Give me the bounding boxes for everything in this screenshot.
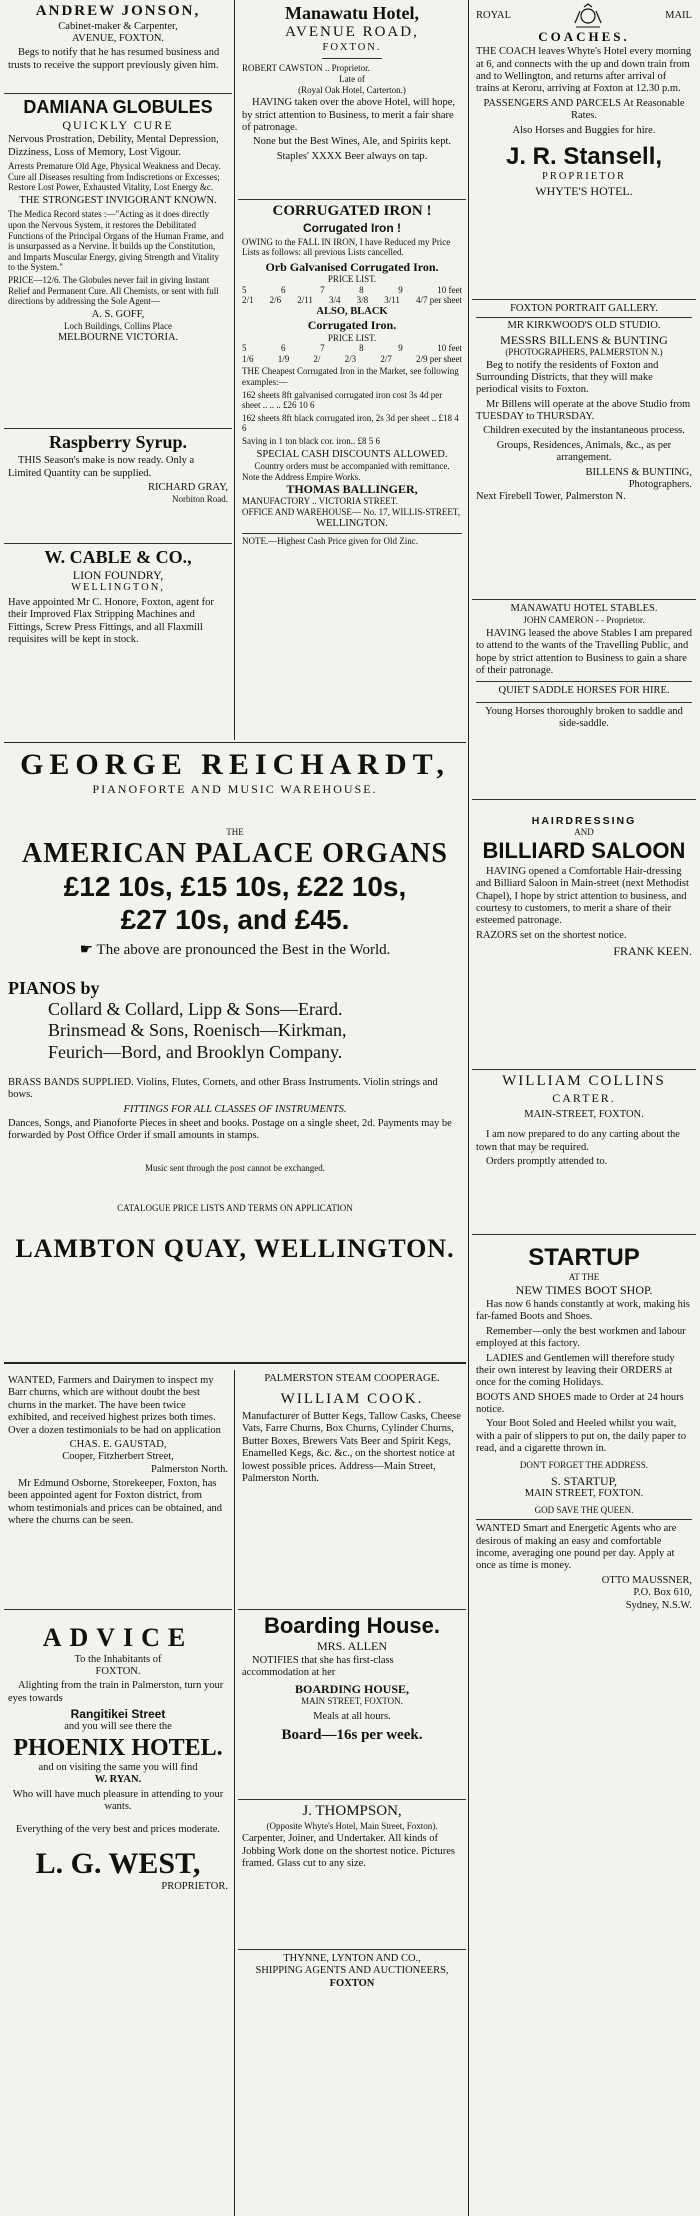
advertiser-name: CHAS. E. GAUSTAD,	[69, 1438, 167, 1450]
black-heading: ALSO, BLACK	[316, 306, 388, 318]
ryan: W. RYAN.	[94, 1774, 142, 1786]
ad-title: Raspberry Syrup.	[48, 432, 187, 452]
saving: Saving in 1 ton black cor. iron.. £8 5 6	[242, 436, 380, 447]
ad-raspberry	[4, 429, 232, 544]
young-horses: Young Horses thoroughly broken to saddle and side-saddle.	[476, 702, 692, 731]
ad-body: Nervous Prostration, Debility, Mental Depression, Dizziness, Loss of Memory, Lost Vigour.	[8, 134, 219, 158]
ad-body: Has now 6 hands constantly at work, making his far-famed Boots and Shoes.	[476, 1299, 690, 1323]
remember: Remember—only the best workmen and labour employed at this factory.	[476, 1325, 686, 1350]
wanted-agents: WANTED Smart and Energetic Agents who are desirous of making an easy and comfortable income, averaging one pound per day. Apply at once as time is money.	[476, 1519, 692, 1573]
address: AVENUE, FOXTON.	[71, 33, 165, 45]
orders: Orders promptly attended to.	[486, 1155, 608, 1167]
ad-title: COACHES.	[538, 29, 630, 44]
column-3	[472, 0, 696, 2216]
ad-body: SHIPPING AGENTS AND AUCTIONEERS,	[255, 1965, 449, 1977]
mail-label: MAIL	[665, 9, 692, 21]
foxton: FOXTON.	[95, 1666, 141, 1678]
catalogue: CATALOGUE PRICE LISTS AND TERMS ON APPLICATION	[117, 1203, 353, 1214]
at-the: AT THE	[568, 1272, 600, 1283]
town: FOXTON	[329, 1977, 375, 1989]
quiet-horses: QUIET SADDLE HORSES FOR HIRE.	[476, 681, 692, 697]
ladies: LADIES and Gentlemen will therefore study their own interest by leaving their ORDERS at once for the coming Holidays.	[476, 1352, 675, 1389]
column-1-lower	[4, 1370, 232, 2216]
ad-thynne	[238, 1950, 466, 2030]
to-inhabitants: To the Inhabitants of	[74, 1653, 162, 1665]
town: FOXTON.	[322, 41, 382, 53]
ad-body: Begs to notify that he has resumed business and trusts to receive the support previously given him.	[8, 47, 220, 71]
price-cell: 2/3	[344, 353, 357, 364]
fittings: FITTINGS FOR ALL CLASSES OF INSTRUMENTS.	[123, 1103, 347, 1115]
ad-body: THE COACH leaves Whyte's Hotel every morning at 6, and connects with the up and down train from and to Wellington, and returns after arrival of trains at Keroru, arriving at Foxton at 12.30 p.m.	[476, 46, 692, 95]
advertiser-name: THYNNE, LYNTON AND CO.,	[283, 1953, 421, 1964]
meals: Meals at all hours.	[313, 1710, 391, 1722]
lambton-quay: LAMBTON QUAY, WELLINGTON.	[15, 1233, 455, 1263]
phoenix-hotel: PHOENIX HOTEL.	[13, 1734, 223, 1761]
column-rule-1	[234, 0, 235, 740]
ad-reichardt	[4, 742, 466, 1364]
price-cell: 3/8	[356, 295, 369, 306]
beer: Staples' XXXX Beer always on tap.	[276, 150, 428, 162]
advertiser-name: S. STARTUP,	[550, 1474, 617, 1489]
agent-city: MELBOURNE VICTORIA.	[57, 331, 179, 343]
parcels: PASSENGERS AND PARCELS At Reasonable Rates.	[483, 97, 685, 122]
organ-prices-1: £12 10s, £15 10s, £22 10s,	[63, 871, 407, 903]
manufactory: MANUFACTORY .. VICTORIA STREET.	[242, 496, 398, 507]
price-cell: 4/7 per sheet	[415, 295, 462, 306]
hairdressing: HAIRDRESSING	[531, 815, 637, 827]
size-cell: 10 feet	[437, 284, 462, 295]
size-cell: 7	[320, 343, 325, 354]
everything: Everything of the very best and prices moderate.	[15, 1823, 221, 1835]
ad-strongest: THE STRONGEST INVIGORANT KNOWN.	[19, 194, 217, 206]
sizes-row-1	[242, 285, 462, 296]
ad-title: FOXTON PORTRAIT GALLERY.	[510, 303, 658, 314]
ad-gaustad	[4, 1370, 232, 1610]
board: Board—16s per week.	[281, 1727, 423, 1743]
ad-phoenix-hotel	[4, 1610, 232, 2210]
column-2-lower	[238, 1370, 466, 2216]
proprietor: JOHN CAMERON - - Proprietor.	[523, 615, 645, 626]
ad-title: STARTUP	[528, 1244, 640, 1271]
ad-jonson	[4, 0, 232, 94]
makers-3: Feurich—Bord, and Brooklyn Company.	[48, 1041, 343, 1062]
advertiser-name: THOMAS BALLINGER,	[286, 482, 418, 497]
column-2	[238, 0, 466, 740]
black-heading-2: Corrugated Iron.	[307, 318, 397, 333]
city: WELLINGTON,	[71, 582, 165, 594]
column-rule-2	[468, 0, 469, 2216]
ad-subtitle: QUICKLY CURE	[62, 118, 174, 133]
signature-2: Photographers.	[628, 478, 692, 490]
ad-quote: The Medica Record states :—"Acting as it does directly upon the Nervous System, it restores the Debilitated Functions of the Principal Organs of the Human Frame, and is unsurpassed as a Nervine. It builds up the Constitution, and Imparts Muscular Energy, giving Strength and Vitality to the System."	[8, 209, 224, 273]
size-cell: 7	[320, 284, 325, 295]
advertiser-name: RICHARD GRAY,	[148, 481, 228, 493]
prices-row-2	[242, 354, 462, 365]
ad-title: GEORGE REICHARDT,	[20, 748, 450, 781]
ad-manawatu-hotel	[238, 0, 466, 200]
ad-title: Manawatu Hotel,	[285, 3, 419, 23]
size-cell: 8	[359, 343, 364, 354]
address: Norbiton Road.	[172, 494, 228, 505]
ad-title: Boarding House.	[263, 1613, 440, 1638]
messrs: MESSRS BILLENS & BUNTING	[500, 332, 668, 347]
otto: OTTO MAUSSNER,	[601, 1574, 692, 1586]
groups: Groups, Residences, Animals, &c., as per arrangement.	[496, 439, 672, 464]
ad-heading: PALMERSTON STEAM COOPERAGE.	[264, 1373, 440, 1384]
prices-row-1	[242, 295, 462, 306]
note-address: Note the Address Empire Works.	[242, 471, 361, 482]
zinc-note: NOTE.—Highest Cash Price given for Old Zinc.	[242, 533, 462, 547]
city: WELLINGTON.	[316, 517, 388, 529]
billens: Mr Billens will operate at the above Studio from TUESDAY to THURSDAY.	[476, 398, 691, 423]
price-list-label: PRICE LIST.	[327, 332, 377, 343]
cheapest: THE Cheapest Corrugated Iron in the Market, see following examples:—	[242, 366, 459, 388]
agent-name: A. S. GOFF,	[91, 308, 145, 320]
price-cell: 3/11	[384, 295, 400, 306]
price-cell: 2/6	[269, 295, 282, 306]
trade: Cooper, Fitzherbert Street,	[62, 1451, 174, 1463]
size-cell: 5	[242, 343, 247, 354]
pianos-heading: PIANOS by	[8, 977, 100, 998]
ad-cook	[238, 1370, 466, 1610]
country-orders: Country orders must be accompanied with remittance.	[254, 461, 450, 472]
price-cell: 2/	[313, 353, 321, 364]
shop: NEW TIMES BOOT SHOP.	[515, 1282, 653, 1297]
next-tower: Next Firebell Tower, Palmerston N.	[476, 491, 626, 503]
address: MAIN STREET, FOXTON.	[301, 1696, 403, 1707]
late-hotel: (Royal Oak Hotel, Carterton.)	[298, 84, 406, 95]
ad-title: ADVICE	[42, 1623, 194, 1652]
forget: DON'T FORGET THE ADDRESS.	[519, 1459, 649, 1470]
price-cell: 1/6	[242, 353, 254, 364]
advertiser-name: J. R. Stansell,	[505, 142, 663, 170]
proprietor: PROPRIETOR.	[161, 1881, 228, 1893]
example-2: 162 sheets 8ft black corrugated iron, 2s 3d per sheet .. £18 4 6	[242, 412, 459, 434]
address: MAIN STREET, FOXTON.	[524, 1488, 644, 1500]
and-label: AND	[574, 827, 594, 838]
column-1	[4, 0, 232, 740]
ad-body: WANTED, Farmers and Dairymen to inspect my Barr churns, which are without doubt the best churns in the market. The have been twice exhibited, and received highest prizes both times. Over a dozen testimonials to be had on application	[8, 1375, 221, 1436]
ad-damiana	[4, 94, 232, 429]
sizes-row-2	[242, 343, 462, 354]
the-label: THE	[226, 826, 244, 837]
west: L. G. WEST,	[35, 1846, 201, 1880]
ad-body: NOTIFIES that she has first-class accommodation at her	[242, 1655, 394, 1679]
ad-boarding-house	[238, 1610, 466, 1800]
price-cell: 2/7	[380, 353, 392, 364]
razors: RAZORS set on the shortest notice.	[476, 929, 627, 941]
ad-title: MANAWATU HOTEL STABLES.	[510, 603, 658, 614]
ad-body: HAVING leased the above Stables I am prepared to attend to the wants of the Travelling Public, and hope by strict attention to Business to gain a share of their patronage.	[476, 627, 692, 677]
ad-billiard-saloon	[472, 800, 696, 1070]
ad-body: HAVING taken over the above Hotel, will hope, by strict attention to Business, to merit a fair share of patronage.	[242, 97, 456, 133]
pointing-hand-icon: ☛	[79, 942, 94, 959]
ad-subtitle: LION FOUNDRY,	[72, 568, 164, 583]
coat-of-arms-icon	[570, 3, 606, 29]
ad-body: Alighting from the train in Palmerston, turn your eyes towards	[8, 1680, 224, 1704]
price-cell: 2/1	[242, 295, 254, 306]
signature: BILLENS & BUNTING,	[585, 466, 692, 478]
ad-body: Have appointed Mr C. Honore, Foxton, agent for their Improved Flax Stripping Machines and Fittings, Screw Press Fittings, and all Flaxmill requisites will be kept in stock.	[8, 596, 214, 645]
proprietor: PROPRIETOR	[542, 171, 626, 183]
boots: BOOTS AND SHOES made to Order at 24 hours notice.	[476, 1391, 684, 1416]
ad-body: Manufacturer of Butter Kegs, Tallow Casks, Cheese Vats, Farre Churns, Box Churns, Cylinder Churns, Butter Boxes, Brewers Vats Beer and Spirit Kegs, Enamelled Kegs, &c. &c., on the shortest notice at lowest possible prices. Address—Main Street, Palmerston North.	[242, 1411, 461, 1484]
studio: MR KIRKWOOD'S OLD STUDIO.	[476, 317, 692, 332]
price-list-label: PRICE LIST.	[327, 274, 377, 285]
ad-collins	[472, 1070, 696, 1235]
address: (Opposite Whyte's Hotel, Main Street, Foxton).	[266, 1820, 438, 1831]
proprietor: ROBERT CAWSTON .. Proprietor.	[242, 63, 370, 74]
price-cell: 2/9 per sheet	[416, 353, 462, 364]
ad-body: Carpenter, Joiner, and Undertaker. All kinds of Jobbing Work done on the shortest notice. Pictures framed. Glass cut to any size.	[242, 1833, 456, 1870]
mrs-allen: MRS. ALLEN	[316, 1638, 387, 1653]
dances: Dances, Songs, and Pianoforte Pieces in sheet and books. Postage on a single sheet, 2d. Payments may be forwarded by Post Office Order if small amounts in stamps.	[8, 1118, 452, 1142]
ad-title-2: Corrugated Iron !	[303, 220, 401, 235]
ad-price: PRICE—12/6. The Globules never fail in giving Instant Relief and Permanent Cure. All Chemists, or sent with full directions by addressing the Sole Agent—	[8, 275, 219, 307]
find: and on visiting the same you will find	[38, 1762, 198, 1774]
organ-prices-2: £27 10s, and £45.	[120, 904, 350, 936]
photographers: (PHOTOGRAPHERS, PALMERSTON N.)	[505, 346, 663, 357]
brass-bands: BRASS BANDS SUPPLIED. Violins, Flutes, Cornets, and other Brass Instruments. Violin strings and bows.	[8, 1076, 438, 1101]
ad-body: I am now prepared to do any carting about the town that may be required.	[476, 1129, 680, 1153]
ad-body-2: Arrests Premature Old Age, Physical Weakness and Decay. Cure all Diseases resulting from Indiscretions or Excesses; Restore Lost Power, Exhausted Vitality, Lost Energy &c.	[8, 161, 221, 193]
ad-body: HAVING opened a Comfortable Hair-dressing and Billiard Saloon in Main-street (next Methodist Chapel), I hope by strict attention to business, and courtesy to customers, to merit a share of their esteemed patronage.	[476, 865, 689, 927]
ad-startup	[472, 1235, 696, 2210]
soled: Your Boot Soled and Heeled whilst you wait, with a pair of slippers to put on, the daily paper to read, and a cigarette thrown in.	[476, 1418, 686, 1455]
late-label: Late of	[339, 73, 365, 84]
organs-heading: AMERICAN PALACE ORGANS	[22, 838, 448, 870]
ad-stables	[472, 600, 696, 800]
agent-address: Loch Buildings, Collins Place	[64, 321, 172, 332]
size-cell: 9	[398, 343, 403, 354]
box: P.O. Box 610,	[633, 1587, 692, 1599]
ad-title: DAMIANA GLOBULES	[23, 97, 213, 117]
ad-corrugated-iron	[238, 200, 466, 670]
god-save: GOD SAVE THE QUEEN.	[534, 1504, 634, 1515]
price-cell: 1/9	[277, 353, 290, 364]
royal-mail-header	[476, 3, 692, 29]
size-cell: 8	[359, 284, 364, 295]
warehouse: PIANOFORTE AND MUSIC WAREHOUSE.	[92, 782, 378, 797]
size-cell: 6	[281, 343, 286, 354]
children: Children executed by the instantaneous process.	[483, 425, 685, 437]
horses: Also Horses and Buggies for hire.	[512, 124, 656, 136]
ad-body: Beg to notify the residents of Foxton and Surrounding Districts, that they will make periodical visits to Foxton.	[476, 359, 659, 396]
ad-portrait-gallery	[472, 300, 696, 600]
royal-label: ROYAL	[476, 9, 512, 21]
example-1: 162 sheets 8ft galvanised corrugated iron cost 3s 4d per sheet .. .. .. £26 10 6	[242, 389, 443, 411]
advertiser-name: WILLIAM COLLINS	[502, 1073, 666, 1089]
road: AVENUE ROAD,	[285, 24, 419, 41]
orb-heading: Orb Galvanised Corrugated Iron.	[265, 260, 439, 275]
trade: Cabinet-maker & Carpenter,	[58, 20, 178, 32]
size-cell: 10 feet	[437, 343, 462, 354]
wines: None but the Best Wines, Ale, and Spirits kept.	[253, 136, 451, 148]
size-cell: 6	[281, 284, 286, 295]
ad-royal-mail	[472, 0, 696, 300]
advertiser-name: WILLIAM COOK.	[280, 1391, 424, 1408]
house: BOARDING HOUSE,	[294, 1681, 410, 1696]
ad-body: THIS Season's make is now ready. Only a Limited Quantity can be supplied.	[8, 455, 195, 479]
office: OFFICE AND WAREHOUSE— No. 17, WILLIS-STREET,	[242, 507, 460, 518]
osborne: Mr Edmund Osborne, Storekeeper, Foxton, has been appointed agent for Foxton district, from whom testimonials and prices can be obtained, and where the churns can be seen.	[8, 1478, 223, 1527]
cash-discounts: SPECIAL CASH DISCOUNTS ALLOWED.	[256, 448, 448, 460]
sydney: Sydney, N.S.W.	[625, 1599, 692, 1611]
column-rule-1-lower	[234, 1370, 235, 2216]
best-text: The above are pronounced the Best in the World.	[96, 942, 391, 959]
ad-title: W. CABLE & CO.,	[44, 547, 192, 567]
ad-cable	[4, 544, 232, 734]
hotel: WHYTE'S HOTEL.	[535, 183, 633, 198]
music-post: Music sent through the post cannot be exchanged.	[145, 1162, 325, 1173]
price-cell: 3/4	[328, 295, 341, 306]
advertiser-name: FRANK KEEN.	[613, 944, 692, 959]
divider	[322, 58, 382, 59]
advertiser-name: J. THOMPSON,	[302, 1803, 402, 1819]
makers-2: Brinsmead & Sons, Roenisch—Kirkman,	[48, 1020, 347, 1041]
ad-body: OWING to the FALL IN IRON, I have Reduced my Price Lists as follows: all previous Lists cancelled.	[242, 236, 451, 258]
town: Palmerston North.	[151, 1463, 228, 1475]
advertiser-name: ANDREW JONSON,	[35, 3, 201, 19]
street: Rangitikei Street	[70, 1707, 166, 1722]
makers-1: Collard & Collard, Lipp & Sons—Erard.	[48, 999, 343, 1020]
pleasure: Who will have much pleasure in attending to your wants.	[12, 1788, 224, 1813]
price-cell: 2/11	[297, 295, 313, 306]
ad-title: CORRUGATED IRON !	[272, 203, 432, 219]
carter: CARTER.	[552, 1090, 616, 1105]
see: and you will see there the	[64, 1721, 172, 1733]
ad-thompson	[238, 1800, 466, 1950]
address: MAIN-STREET, FOXTON.	[524, 1108, 644, 1120]
size-cell: 9	[398, 284, 403, 295]
best-in-world	[8, 942, 462, 960]
size-cell: 5	[242, 284, 247, 295]
ad-title: BILLIARD SALOON	[482, 837, 686, 863]
